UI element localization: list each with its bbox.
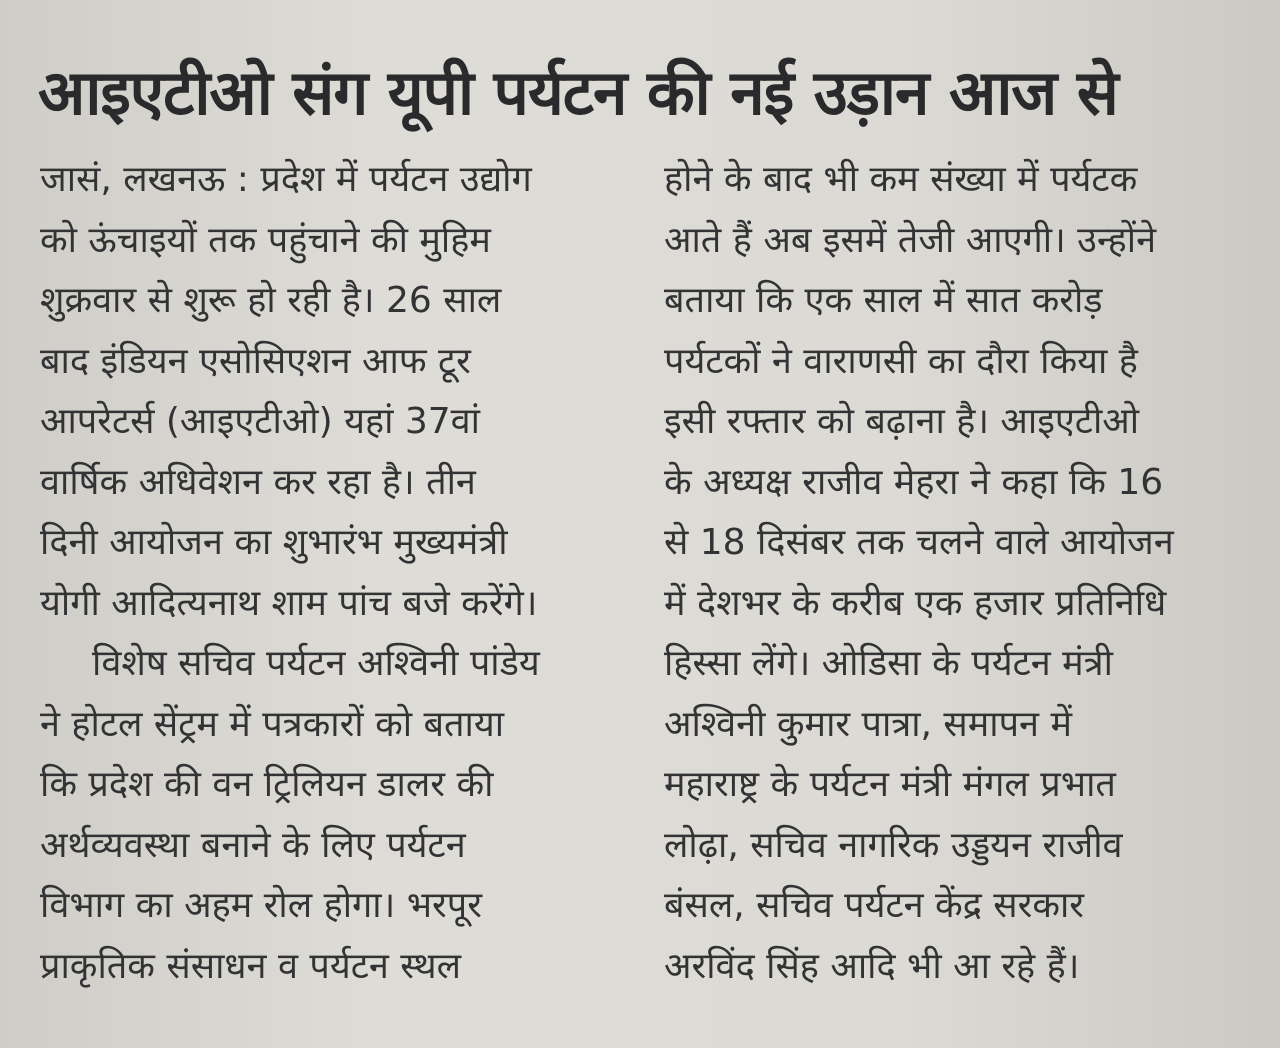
article-line: में देशभर के करीब एक हजार प्रतिनिधि (664, 582, 1167, 624)
article-line: अरविंद सिंह आदि भी आ रहे हैं। (664, 945, 1080, 987)
article-line: से 18 दिसंबर तक चलने वाले आयोजन (664, 522, 1174, 563)
article-column-right (664, 150, 1234, 997)
article-line: आते हैं अब इसमें तेजी आएगी। उन्होंने (664, 219, 1157, 261)
article-line: महाराष्ट्र के पर्यटन मंत्री मंगल प्रभात (664, 764, 1116, 805)
article-line: विशेष सचिव पर्यटन अश्विनी पांडेय (92, 643, 540, 684)
article-line: अर्थव्यवस्था बनाने के लिए पर्यटन (40, 824, 466, 866)
article-line: इसी रफ्तार को बढ़ाना है। आइएटीओ (664, 401, 1140, 442)
article-line: अश्विनी कुमार पात्रा, समापन में (664, 703, 1073, 745)
article-line: बाद इंडियन एसोसिएशन आफ टूर (40, 340, 471, 382)
headline: आइएटीओ संग यूपी पर्यटन की नई उड़ान आज से (38, 56, 1118, 129)
article-line: शुक्रवार से शुरू हो रही है। 26 साल (40, 280, 502, 321)
article-line: दिनी आयोजन का शुभारंभ मुख्यमंत्री (40, 522, 508, 563)
article-line: होने के बाद भी कम संख्या में पर्यटक (664, 159, 1138, 200)
article-line: प्राकृतिक संसाधन व पर्यटन स्थल (40, 945, 462, 987)
article-line: कि प्रदेश की वन ट्रिलियन डालर की (40, 764, 494, 805)
article-line: के अध्यक्ष राजीव मेहरा ने कहा कि 16 (664, 461, 1164, 503)
article-line: पर्यटकों ने वाराणसी का दौरा किया है (664, 340, 1138, 382)
article-line: बंसल, सचिव पर्यटन केंद्र सरकार (664, 885, 1085, 926)
article-column-left (40, 150, 610, 997)
article-line: विभाग का अहम रोल होगा। भरपूर (40, 885, 482, 926)
article-line: बताया कि एक साल में सात करोड़ (664, 280, 1103, 321)
article-line: आपरेटर्स (आइएटीओ) यहां 37वां (40, 401, 481, 442)
article-line: जासं, लखनऊ : प्रदेश में पर्यटन उद्योग (40, 159, 532, 200)
article-line: ने होटल सेंट्रम में पत्रकारों को बताया (40, 703, 505, 745)
article-line: को ऊंचाइयों तक पहुंचाने की मुहिम (40, 219, 491, 261)
article-line: लोढ़ा, सचिव नागरिक उड्डयन राजीव (664, 824, 1123, 866)
article-line: योगी आदित्यनाथ शाम पांच बजे करेंगे। (40, 582, 538, 624)
article-line: हिस्सा लेंगे। ओडिसा के पर्यटन मंत्री (664, 643, 1113, 684)
article-line: वार्षिक अधिवेशन कर रहा है। तीन (40, 461, 476, 503)
